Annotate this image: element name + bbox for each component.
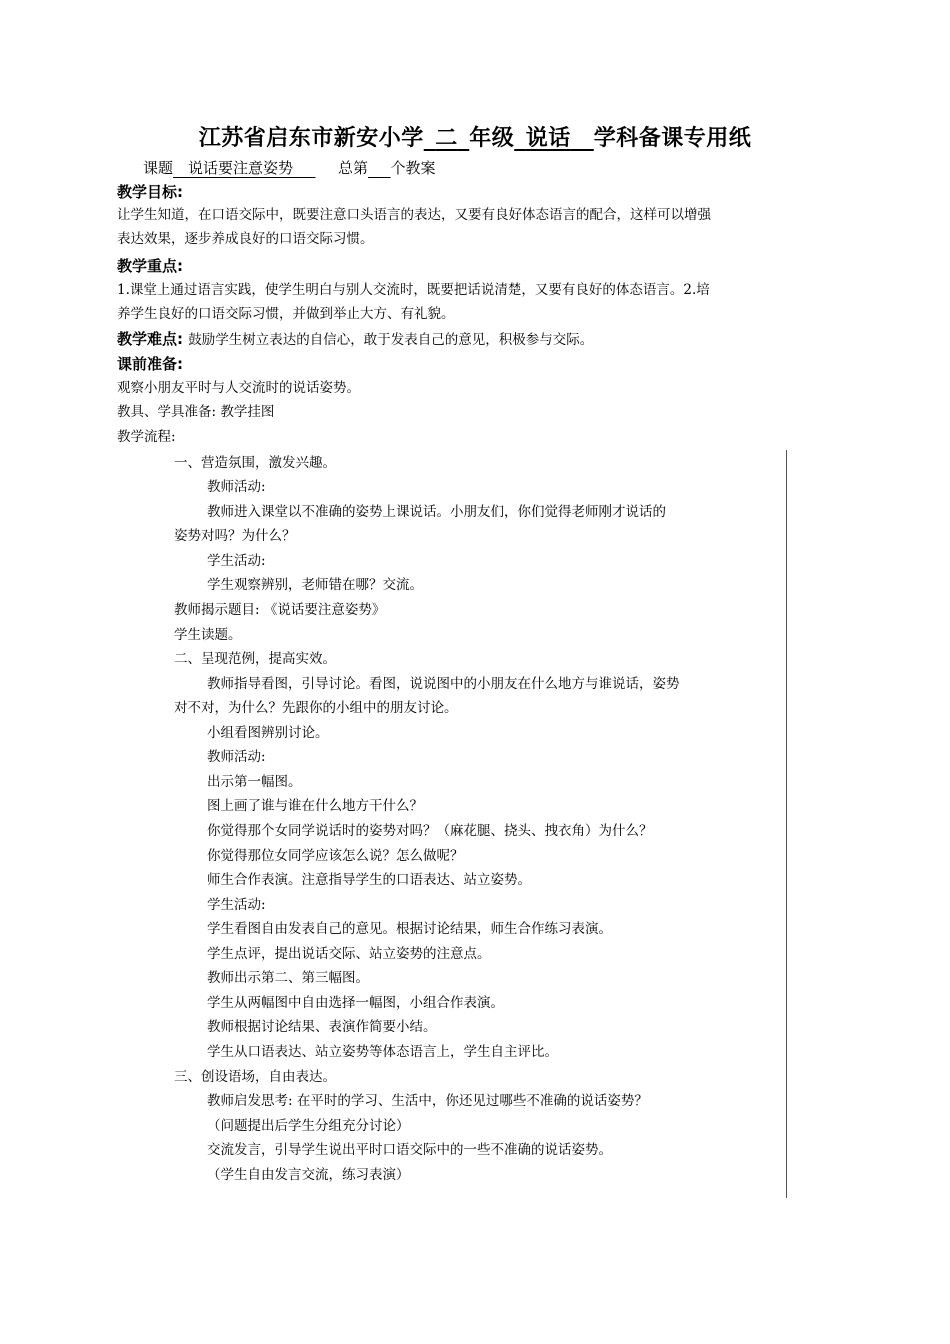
page-title bbox=[0, 124, 950, 154]
lesson-info-line bbox=[143, 157, 436, 179]
difficulty-text: 鼓励学生树立表达的自信心，敢于发表自己的意见，积极参与交际。 bbox=[188, 332, 594, 348]
flow-line: 学生从两幅图中自由选择一幅图，小组合作表演。 bbox=[207, 995, 504, 1011]
flow-line: 图上画了谁与谁在什么地方干什么？ bbox=[207, 798, 423, 814]
flow-line: 学生看图自由发表自己的意见。根据讨论结果，师生合作练习表演。 bbox=[207, 921, 612, 937]
flow-line: 小组看图辨别讨论。 bbox=[207, 725, 329, 741]
flow-line: （问题提出后学生分组充分讨论） bbox=[207, 1118, 410, 1134]
flow-line: 对不对，为什么？先跟你的小组中的朋友讨论。 bbox=[174, 700, 458, 716]
key-points-line: 养学生良好的口语交际习惯，并做到举止大方、有礼貌。 bbox=[117, 306, 455, 322]
flow-line: 学生观察辨别，老师错在哪？交流。 bbox=[207, 577, 423, 593]
goals-line: 让学生知道，在口语交际中，既要注意口头语言的表达，又要有良好体态语言的配合，这样可以增强 bbox=[117, 207, 711, 223]
flow-line: 姿势对吗？为什么？ bbox=[174, 528, 296, 544]
flow-line: 学生活动: bbox=[207, 553, 266, 569]
grade-label: 年级 bbox=[469, 126, 515, 151]
flow-line: 教师活动: bbox=[207, 749, 266, 765]
flow-line: 教师揭示题目: 《说话要注意姿势》 bbox=[174, 602, 386, 618]
flow-line: 二、呈现范例，提高实效。 bbox=[174, 651, 336, 667]
difficulty-heading: 教学难点: bbox=[117, 330, 183, 348]
flow-line: 你觉得那位女同学应该怎么说？怎么做呢？ bbox=[207, 848, 464, 864]
flow-label: 教学流程: bbox=[117, 429, 176, 445]
flow-line: 学生点评，提出说话交际、站立姿势的注意点。 bbox=[207, 946, 491, 962]
preparation-line: 观察小朋友平时与人交流时的说话姿势。 bbox=[117, 380, 360, 396]
flow-line: 你觉得那个女同学说话时的姿势对吗？（麻花腿、挠头、拽衣角）为什么？ bbox=[207, 823, 653, 839]
preparation-heading: 课前准备: bbox=[117, 355, 183, 373]
flow-line: 学生从口语表达、站立姿势等体态语言上，学生自主评比。 bbox=[207, 1044, 558, 1060]
flow-line: 三、创设语场，自由表达。 bbox=[174, 1069, 336, 1085]
flow-line: 师生合作表演。注意指导学生的口语表达、站立姿势。 bbox=[207, 872, 531, 888]
key-points-line: 1.课堂上通过语言实践，使学生明白与别人交流时，既要把话说清楚，又要有良好的体态语言。2.培 bbox=[117, 282, 710, 298]
subject-label: 学科备课专用纸 bbox=[593, 126, 752, 151]
flow-line: （学生自由发言交流，练习表演） bbox=[207, 1167, 410, 1183]
flow-line: 教师根据讨论结果、表演作简要小结。 bbox=[207, 1019, 437, 1035]
flow-line: 交流发言，引导学生说出平时口语交际中的一些不准确的说话姿势。 bbox=[207, 1142, 612, 1158]
key-points-heading: 教学重点: bbox=[117, 257, 183, 275]
flow-line: 教师指导看图，引导讨论。看图，说说图中的小朋友在什么地方与谁说话，姿势 bbox=[207, 676, 680, 692]
total-label: 总第 bbox=[338, 159, 369, 177]
flow-line: 教师启发思考: 在平时的学习、生活中，你还见过哪些不准确的说话姿势？ bbox=[207, 1093, 648, 1109]
grade-value: 二 bbox=[435, 126, 458, 151]
flow-line: 教师活动: bbox=[207, 479, 266, 495]
subject-value: 说话 bbox=[525, 126, 571, 151]
lesson-label: 课题 bbox=[143, 159, 174, 177]
goals-line: 表达效果，逐步养成良好的口语交际习惯。 bbox=[117, 231, 374, 247]
flow-line: 学生读题。 bbox=[174, 627, 242, 643]
flow-line: 教师出示第二、第三幅图。 bbox=[207, 970, 369, 986]
preparation-line: 教具、学具准备: 教学挂图 bbox=[117, 404, 275, 420]
lesson-title: 说话要注意姿势 bbox=[188, 159, 294, 177]
flow-line: 一、营造氛围，激发兴趣。 bbox=[174, 455, 336, 471]
flow-line: 出示第一幅图。 bbox=[207, 774, 302, 790]
flow-box-border bbox=[786, 450, 787, 1198]
total-suffix: 个教案 bbox=[390, 159, 436, 177]
flow-line: 学生活动: bbox=[207, 897, 266, 913]
total-blank bbox=[368, 159, 391, 177]
difficulty-line bbox=[117, 328, 593, 351]
flow-line: 教师进入课堂以不准确的姿势上课说话。小朋友们，你们觉得老师刚才说话的 bbox=[207, 504, 666, 520]
school-name: 江苏省启东市新安小学 bbox=[198, 126, 424, 151]
goals-heading: 教学目标: bbox=[117, 183, 183, 201]
